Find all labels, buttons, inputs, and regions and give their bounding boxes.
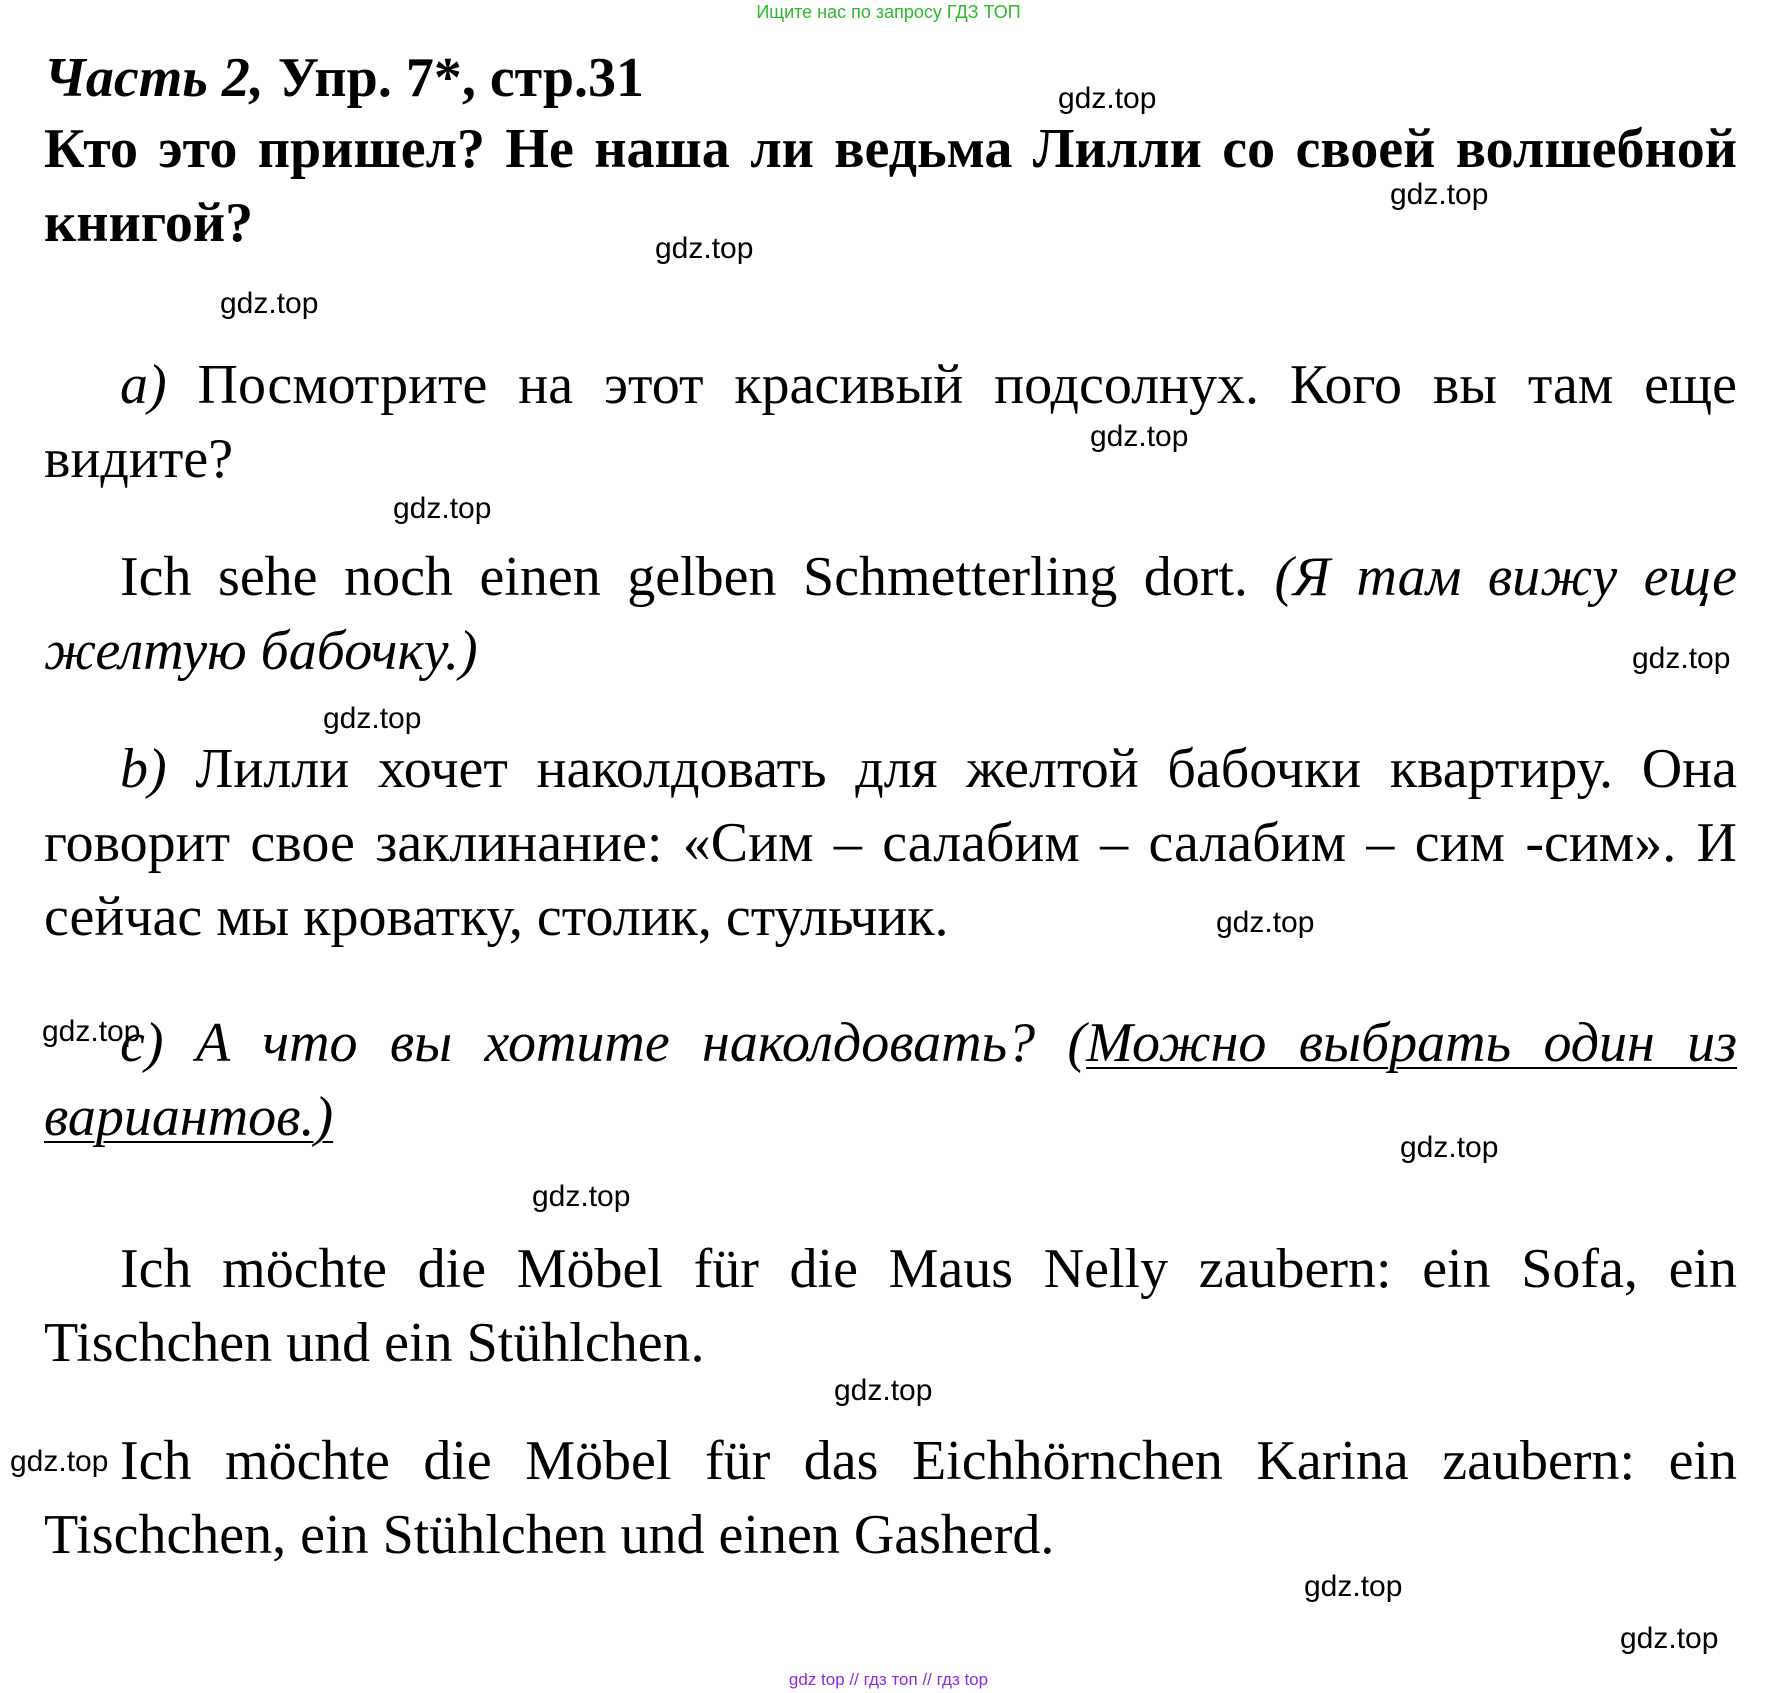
task-c-note: Можно выбрать один из вариантов.): [44, 1012, 1738, 1148]
task-a: [44, 348, 1737, 496]
task-a-text: Посмотрите на этот красивый подсолнух. Кого вы там еще видите?: [44, 354, 1737, 490]
watermark: gdz.top: [1058, 82, 1157, 115]
watermark: gdz.top: [1304, 1570, 1403, 1603]
watermark: gdz.top: [1090, 420, 1189, 453]
watermark: gdz.top: [1632, 642, 1731, 675]
top-banner: Ищите нас по запросу ГДЗ ТОП: [756, 2, 1021, 22]
heading-part: Часть 2,: [44, 47, 264, 109]
exercise-heading: [44, 44, 1737, 112]
exercise-content: [44, 44, 1737, 1572]
exercise-question: Кто это пришел? Не наша ли ведьма Лилли со своей волшебной книгой?: [44, 118, 1737, 254]
watermark: gdz.top: [323, 702, 422, 735]
watermark: gdz.top: [393, 492, 492, 525]
watermark: gdz.top: [1620, 1622, 1719, 1655]
task-b-label: b): [120, 738, 167, 800]
answer-a-german: Ich sehe noch einen gelben Schmetterling dort.: [120, 546, 1275, 608]
watermark: gdz.top: [834, 1374, 933, 1407]
bottom-banner: gdz top // гдз топ // гдз top: [788, 1670, 989, 1689]
watermark: gdz.top: [1400, 1131, 1499, 1164]
answer-c-2: Ich möchte die Möbel für das Eichhörnchen Karina zaubern: ein Tischchen, ein Stühlchen und einen Gasherd.: [44, 1430, 1737, 1566]
answer-c-1: Ich möchte die Möbel für die Maus Nelly zaubern: ein Sofa, ein Tischchen und ein Stühlchen.: [44, 1238, 1737, 1374]
watermark: gdz.top: [655, 232, 754, 265]
watermark: gdz.top: [10, 1445, 109, 1478]
task-c-text: c) А что вы хотите наколдовать? (: [120, 1012, 1087, 1074]
watermark: gdz.top: [42, 1015, 141, 1048]
task-b-text: Лилли хочет наколдовать для желтой бабочки квартиру. Она говорит свое заклинание: «Сим – салабим – салабим – сим -сим». И сейчас мы кроватку, столик, стульчик.: [44, 738, 1737, 948]
task-a-label: a): [120, 354, 167, 416]
answer-a-russian: (Я там вижу еще желтую бабочку.): [44, 546, 1738, 682]
watermark: gdz.top: [1216, 906, 1315, 939]
heading-rest: Упр. 7*, стр.31: [263, 47, 645, 109]
watermark: gdz.top: [532, 1180, 631, 1213]
watermark: gdz.top: [1390, 178, 1489, 211]
answer-a: [44, 540, 1737, 688]
task-b: [44, 732, 1737, 954]
watermark: gdz.top: [220, 287, 319, 320]
